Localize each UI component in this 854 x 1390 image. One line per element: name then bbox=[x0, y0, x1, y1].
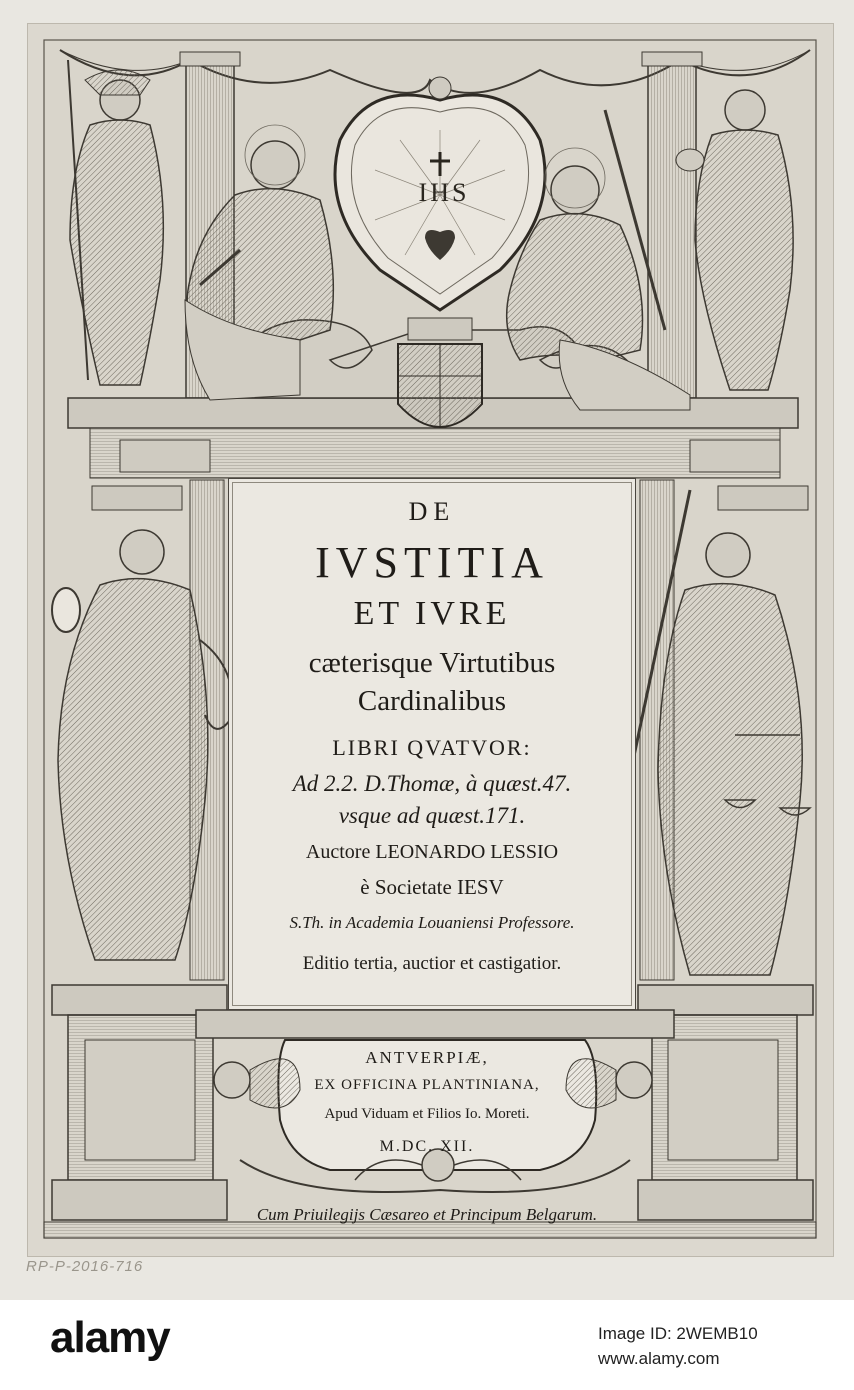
title-base bbox=[196, 1010, 674, 1038]
professor-line: S.Th. in Academia Louaniensi Professore. bbox=[289, 913, 575, 932]
upper-right-column bbox=[648, 58, 696, 398]
edition-line: Editio tertia, auctior et castigatior. bbox=[302, 953, 562, 974]
subtitle-cardinalibus: Cardinalibus bbox=[357, 685, 507, 717]
imprint-city: ANTVERPIÆ, bbox=[365, 1048, 489, 1067]
pitcher-icon bbox=[676, 149, 704, 171]
title-et-iure: ET IVRE bbox=[353, 595, 511, 632]
title-panel bbox=[228, 478, 636, 1010]
title-iustitia: IVSTITIA bbox=[315, 538, 549, 587]
society-line: è Societate IESV bbox=[360, 875, 504, 899]
accession-number: RP-P-2016-716 bbox=[26, 1258, 144, 1275]
alamy-logo: alamy bbox=[50, 1313, 170, 1362]
left-capital bbox=[92, 486, 182, 510]
reference-thomae: Ad 2.2. D.Thomæ, à quæst.47. bbox=[292, 771, 572, 796]
right-capital bbox=[718, 486, 808, 510]
ihs-monogram: IHS bbox=[418, 178, 470, 207]
stock-image-id: Image ID: 2WEMB10 bbox=[598, 1324, 758, 1343]
title-de: DE bbox=[408, 497, 456, 526]
subtitle-virtutibus: cæterisque Virtutibus bbox=[308, 647, 556, 679]
mirror-icon bbox=[52, 588, 80, 632]
author-line: Auctore LEONARDO LESSIO bbox=[305, 841, 559, 863]
reference-quaest: vsque ad quæst.171. bbox=[338, 803, 526, 828]
stock-url[interactable]: www.alamy.com bbox=[598, 1349, 720, 1368]
crown bbox=[408, 318, 472, 340]
libri-quatuor: LIBRI QVATVOR: bbox=[332, 735, 532, 760]
privilege-line: Cum Priuilegijs Cæsareo et Principum Belgarum. bbox=[256, 1205, 598, 1224]
imprint-press: EX OFFICINA PLANTINIANA, bbox=[314, 1077, 540, 1093]
imprint-year: M.DC. XII. bbox=[379, 1138, 475, 1155]
cherub-head bbox=[429, 77, 451, 99]
imprint-publishers: Apud Viduam et Filios Io. Moreti. bbox=[324, 1106, 530, 1122]
